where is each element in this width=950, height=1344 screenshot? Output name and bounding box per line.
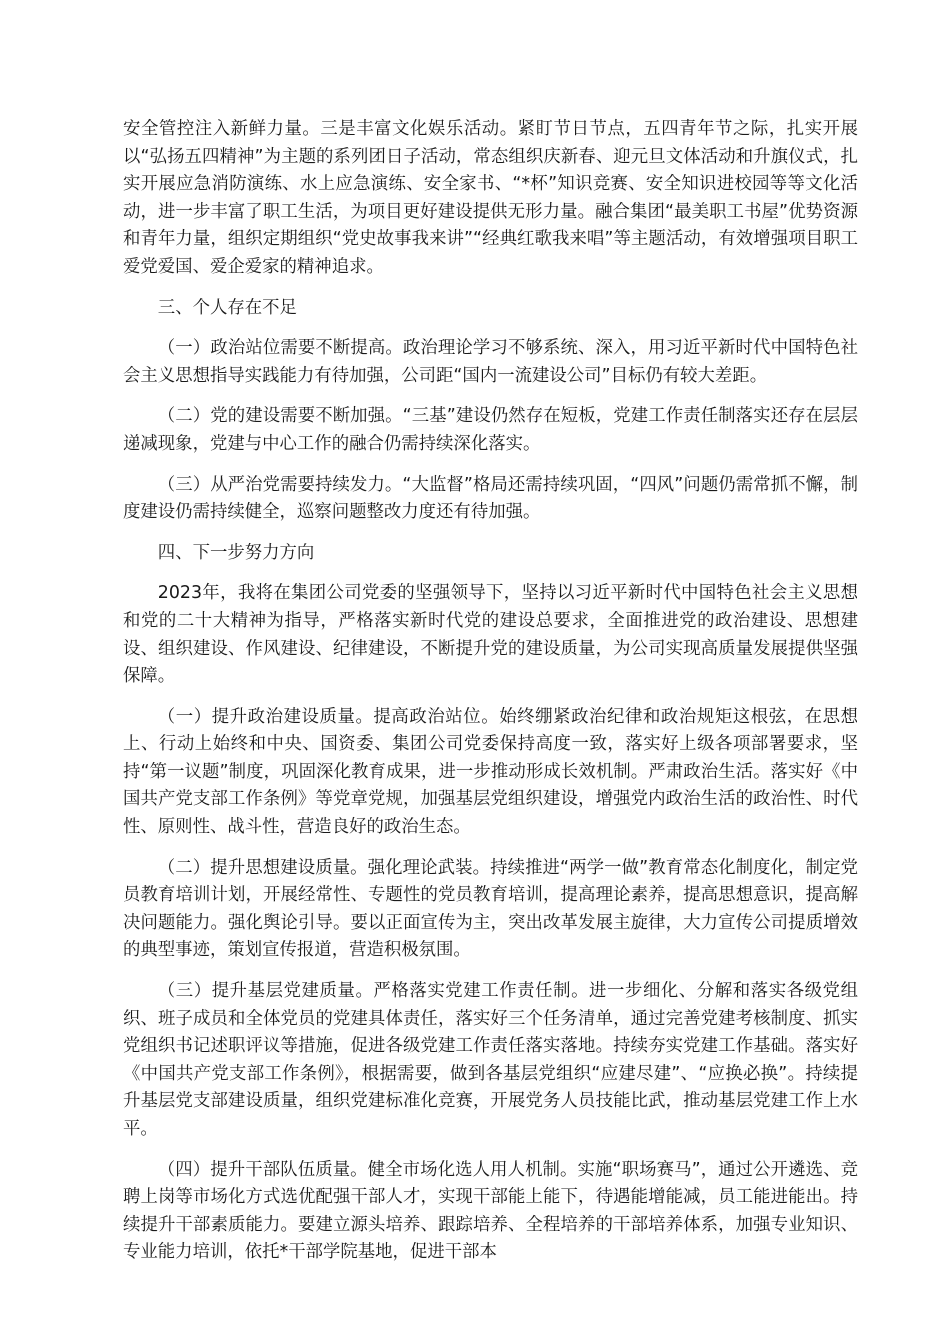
paragraph-continuation: 安全管控注入新鲜力量。三是丰富文化娱乐活动。紧盯节日节点，五四青年节之际，扎实开展以“弘扬五四精神”为主题的系列团日子活动，常态组织庆新春、迎元旦文体活动和升旗仪式，扎实开展应急消防演练、水上应急演练、安全家书、“*杯”知识竞赛、安全知识进校园等等文化活动，进一步丰富了职工生活，为项目更好建设提供无形力量。融合集团“最美职工书屋”优势资源和青年力量，组织定期组织“党史故事我来讲”“经典红歌我来唱”等主题活动，有效增强项目职工爱党爱国、爱企爱家的精神追求。 (123, 119, 858, 277)
document-page (123, 116, 858, 1280)
paragraph-shortcoming-1: （一）政治站位需要不断提高。政治理论学习不够系统、深入，用习近平新时代中国特色社会主义思想指导实践能力有待加强，公司距“国内一流建设公司”目标仍有较大差距。 (123, 338, 858, 386)
paragraph-next-steps-intro: 2023年，我将在集团公司党委的坚强领导下，坚持以习近平新时代中国特色社会主义思想和党的二十大精神为指导，严格落实新时代党的建设总要求，全面推进党的政治建设、思想建设、组织建设、作风建设、纪律建设，不断提升党的建设质量，为公司实现高质量发展提供坚强保障。 (123, 583, 858, 687)
paragraph-next-step-4: （四）提升干部队伍质量。健全市场化选人用人机制。实施“职场赛马”，通过公开遴选、竞聘上岗等市场化方式选优配强干部人才，实现干部能上能下，待遇能增能减，员工能进能出。持续提升干部素质能力。要建立源头培养、跟踪培养、全程培养的干部培养体系，加强专业知识、专业能力培训，依托*干部学院基地，促进干部本 (123, 1159, 858, 1263)
paragraph-next-step-3: （三）提升基层党建质量。严格落实党建工作责任制。进一步细化、分解和落实各级党组织、班子成员和全体党员的党建具体责任，落实好三个任务清单，通过完善党建考核制度、抓实党组织书记述职评议等措施，促进各级党建工作责任落实落地。持续夯实党建工作基础。落实好《中国共产党支部工作条例》，根据需要，做到各基层党组织“应建尽建”、“应换必换”。持续提升基层党支部建设质量，组织党建标准化竞赛，开展党务人员技能比武，推动基层党建工作上水平。 (123, 981, 858, 1139)
section-heading-shortcomings: 三、个人存在不足 (157, 297, 297, 318)
paragraph-shortcoming-3: （三）从严治党需要持续发力。“大监督”格局还需持续巩固，“四风”问题仍需常抓不懈，制度建设仍需持续健全，巡察问题整改力度还有待加强。 (123, 474, 858, 523)
section-heading-next-steps: 四、下一步努力方向 (157, 542, 315, 563)
paragraph-next-step-2: （二）提升思想建设质量。强化理论武装。持续推进“两学一做”教育常态化制度化，制定党员教育培训计划，开展经常性、专题性的党员教育培训，提高理论素养，提高思想意识，提高解决问题能力。强化舆论引导。要以正面宣传为主，突出改革发展主旋律，大力宣传公司提质增效的典型事迹，策划宣传报道，营造积极氛围。 (123, 857, 858, 961)
paragraph-shortcoming-2: （二）党的建设需要不断加强。“三基”建设仍然存在短板，党建工作责任制落实还存在层层递减现象，党建与中心工作的融合仍需持续深化落实。 (123, 406, 858, 454)
paragraph-next-step-1: （一）提升政治建设质量。提高政治站位。始终绷紧政治纪律和政治规矩这根弦，在思想上、行动上始终和中央、国资委、集团公司党委保持高度一致，落实好上级各项部署要求，坚持“第一议题”制度，巩固深化教育成果，进一步推动形成长效机制。严肃政治生活。落实好《中国共产党支部工作条例》等党章党规，加强基层党组织建设，增强党内政治生活的政治性、时代性、原则性、战斗性，营造良好的政治生态。 (123, 706, 858, 838)
